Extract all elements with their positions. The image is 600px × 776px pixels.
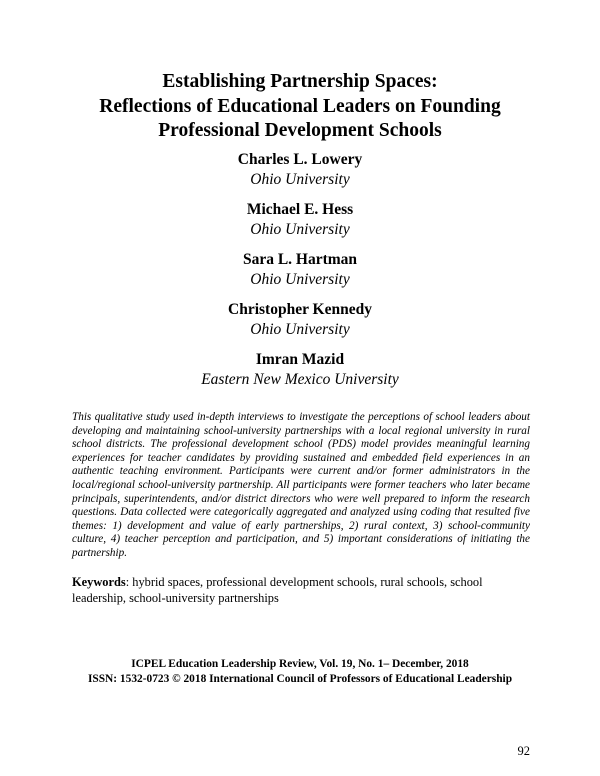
keywords: [72, 575, 532, 606]
author-affiliation: Ohio University: [250, 321, 350, 338]
author-block: [40, 150, 560, 200]
page-number: 92: [517, 744, 530, 758]
abstract: This qualitative study used in-depth interviews to investigate the perceptions of school leaders about developing and maintaining school-university partnerships with a local regional university in rural school districts. The professional development school (PDS) model provides meaningful learning experiences for teacher candidates by providing sustained and embedded field experiences in an authentic teaching environment. Participants were current and/or former administrators in the local/regional school-university partnership. All participants were former teachers who later became principals, superintendents, and/or district directors who were well prepared to inform the research questions. Data collected were categorically aggregated and analyzed using coding that resulted five themes: 1) development and value of early partnerships, 2) rural context, 3) school-community culture, 4) teacher perception and participation, and 5) important considerations of initiating the partnership.: [72, 411, 530, 559]
author-block: [40, 250, 560, 300]
paper-title: [40, 70, 560, 144]
author-block: [40, 300, 560, 350]
title-line: Reflections of Educational Leaders on Founding: [99, 95, 501, 117]
author-block: [40, 350, 560, 400]
journal-footer: [40, 657, 560, 686]
author-affiliation: Ohio University: [250, 271, 350, 288]
keywords-separator: :: [125, 575, 133, 589]
author-name: Charles L. Lowery: [237, 151, 363, 168]
author-name: Christopher Kennedy: [228, 301, 372, 318]
journal-issn: ISSN: 1532-0723 © 2018 International Council of Professors of Educational Leadership: [87, 672, 513, 685]
author-name: Michael E. Hess: [246, 201, 354, 218]
author-block: [40, 200, 560, 250]
author-list: [40, 150, 560, 400]
title-line: Establishing Partnership Spaces:: [162, 71, 438, 92]
keywords-label: Keywords: [72, 575, 126, 589]
title-line: Professional Development Schools: [158, 120, 442, 141]
author-name: Sara L. Hartman: [242, 251, 358, 268]
keywords-text: hybrid spaces, professional development schools, rural schools, school leadership, school-university partnerships: [72, 575, 483, 605]
journal-citation: ICPEL Education Leadership Review, Vol. 19, No. 1– December, 2018: [131, 658, 469, 670]
author-affiliation: Eastern New Mexico University: [201, 371, 399, 388]
author-affiliation: Ohio University: [250, 171, 350, 188]
author-affiliation: Ohio University: [250, 221, 350, 238]
author-name: Imran Mazid: [255, 351, 345, 368]
